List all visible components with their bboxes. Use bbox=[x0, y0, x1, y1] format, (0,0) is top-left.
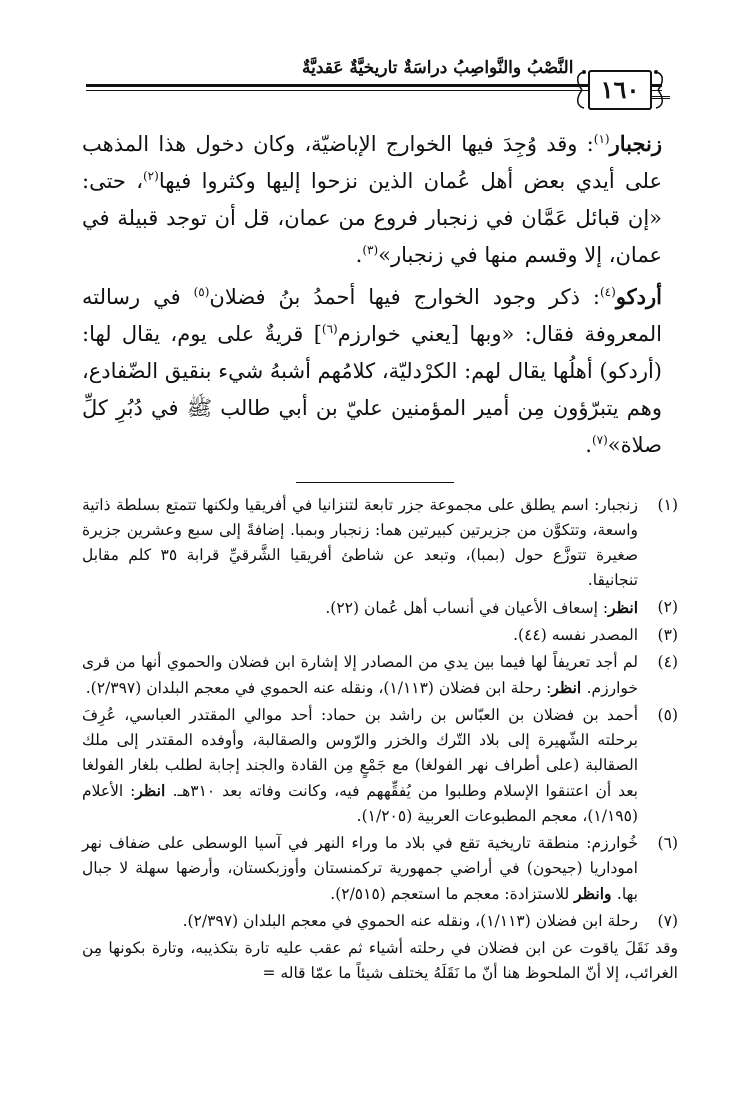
footnote-text: المصدر نفسه (٤٤). bbox=[513, 626, 638, 644]
footnote-number: (٦) bbox=[657, 834, 678, 852]
footnote-number: (٢) bbox=[657, 598, 678, 616]
footnote-item bbox=[82, 703, 678, 829]
footnote-item bbox=[82, 623, 678, 648]
footnote-keyword: انظر bbox=[551, 678, 587, 697]
footnote-number: (٣) bbox=[657, 626, 678, 644]
paragraph-text: في رسالته المعروفة فقال: «وبها [يعني خوارزم bbox=[82, 285, 662, 346]
footnote-item bbox=[82, 493, 678, 593]
footnote-separator bbox=[296, 482, 454, 483]
footnote-marker: (٧) bbox=[591, 433, 608, 447]
footnote-number: (٧) bbox=[657, 912, 678, 930]
keyword-ardku: أردكو bbox=[615, 284, 662, 309]
footnote-item bbox=[82, 831, 678, 907]
paragraph-text: ] قريةٌ على يوم، يقال لها: (أردكو) أهلُها يقال لهم: الكرْدليّة، كلامُهم أشبهُ شيء بنقيق الضّفادع، وهم يتبرّؤون مِن أمير المؤمنين عليّ بن أبي طالب ﷺ في دُبُرِ كلِّ صلاة» bbox=[82, 322, 662, 457]
footnote-keyword: انظر bbox=[608, 598, 638, 617]
footnote-item bbox=[82, 595, 678, 621]
running-header-title: النَّصْبُ والنَّواصِبُ دراسَةٌ تاريخيَّةٌ عَقديَّةٌ bbox=[302, 58, 574, 78]
footnotes bbox=[82, 493, 678, 986]
footnote-item bbox=[82, 650, 678, 701]
footnote-text: لم أجد تعريفاً لها فيما بين يدي من المصادر إلا إشارة ابن فضلان والحموي أنها من قرى خوارزم. bbox=[82, 653, 638, 697]
footnote-marker: (٢) bbox=[142, 169, 159, 183]
footnote-marker: (٦) bbox=[321, 322, 338, 336]
keyword-zanzibar: زنجبار bbox=[609, 131, 662, 156]
footnote-marker: (١) bbox=[593, 132, 610, 146]
paragraph-text: . bbox=[585, 433, 592, 457]
footnote-text: زنجبار: اسم يطلق على مجموعة جزر تابعة لتنزانيا في أفريقيا ولكنها تتمتع بسلطة ذاتية واسعة، وتتكوَّن من جزيرتين كبيرتين هما: زنجبار وبمبا. إضافةً إلى سبع وعشرين جزيرة صغيرة تتوزَّع حول (بمبا)، وتبعد عن شاطئ أفريقيا الشَّرقيِّ قرابة ٣٥ كلم مقابل تنجانيقا. bbox=[82, 496, 638, 589]
footnote-text: خُوارزم: منطقة تاريخية تقع في بلاد ما وراء النهر في آسيا الوسطى على ضفاف نهر اموداريا (جيحون) في أراضي جمهورية تركمنستان وأوزبكستان، وأرضها سهلة لا جبال بها. bbox=[82, 834, 638, 903]
page-number: ١٦٠ bbox=[588, 70, 652, 110]
footnote-keyword: وانظر bbox=[574, 884, 617, 903]
footnote-text: رحلة ابن فضلان (١/١١٣)، ونقله عنه الحموي في معجم البلدان (٢/٣٩٧). bbox=[182, 912, 638, 930]
main-text bbox=[82, 125, 662, 464]
footnote-marker: (٣) bbox=[362, 243, 379, 257]
footnote-text: : رحلة ابن فضلان (١/١١٣)، ونقله عنه الحموي في معجم البلدان (٢/٣٩٧). bbox=[85, 679, 552, 697]
footnote-marker: (٥) bbox=[193, 285, 210, 299]
paragraph-text: : ذكر وجود الخوارج فيها أحمدُ بنُ فضلان bbox=[209, 285, 600, 309]
footnote-number: (١) bbox=[657, 496, 678, 514]
paragraph-zanzibar bbox=[82, 125, 662, 274]
footnote-number: (٤) bbox=[657, 653, 678, 671]
paragraph-text: : وقد وُجِدَ فيها الخوارج الإباضيّة، وكان دخول هذا المذهب على أيدي بعض أهل عُمان الذين نزحوا إليها وكثروا فيها bbox=[82, 132, 662, 193]
footnote-text: : إسعاف الأعيان في أنساب أهل عُمان (٢٢). bbox=[325, 599, 609, 617]
footnote-text: أحمد بن فضلان بن العبّاس بن راشد بن حماد: أحد موالي المقتدر العباسي، عُرِفَ برحلته الشّهيرة إلى بلاد التّرك والخزر والرّوس والصقالبة، وأوفده المقتدر إلى ملك الصقالبة (على أطراف نهر الفولغا) مع جَمْعٍ مِن القادة والجند إجابة لطلب بلغار الفولغا بعد أن اعتنقوا الإسلام وطلبوا من يُفقِّههم فيه، وكانت وفاته بعد ٣١٠هـ. bbox=[82, 706, 638, 800]
footnote-keyword: انظر bbox=[135, 781, 173, 800]
footnote-item bbox=[82, 909, 678, 934]
paragraph-ardku bbox=[82, 278, 662, 464]
footnote-number: (٥) bbox=[657, 706, 678, 724]
paragraph-text: . bbox=[355, 243, 363, 267]
footnote-marker: (٤) bbox=[599, 285, 616, 299]
paragraph-text: ، حتى: «إن قبائل عَمَّان في زنجبار فروع من عمان، قل أن توجد قبيلة في عمان، إلا وقسم منها في زنجبار» bbox=[82, 169, 662, 267]
footnote-text: للاستزادة: معجم ما استعجم (٢/٥١٥). bbox=[330, 885, 575, 903]
footnote-text: : الأعلام (١/١٩٥)، معجم المطبوعات العربية (١/٢٠٥). bbox=[82, 782, 638, 825]
page-number-dash bbox=[652, 96, 670, 99]
footnote-continuation: وقد نَقَلَ ياقوت عن ابن فضلان في رحلته أشياء ثم عقب عليه تارة بتكذيبه، وتارة بكونها مِن الغرائب، إلا أنّ الملحوظ هنا أنّ ما نَقَلَهُ يختلف شيئاً ما عمّا قاله = bbox=[82, 939, 678, 982]
